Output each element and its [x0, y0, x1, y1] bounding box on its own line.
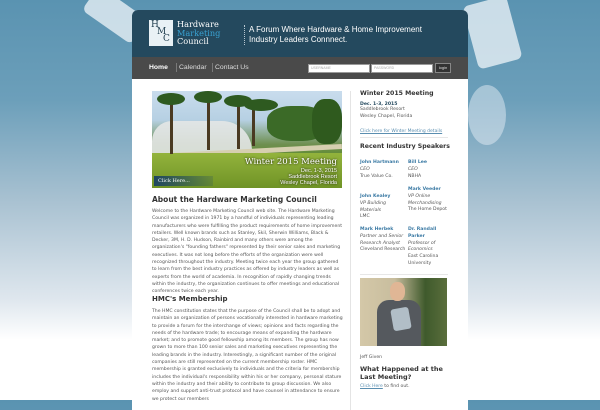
- logo-line: Council: [177, 36, 209, 46]
- logo-text[interactable]: [177, 20, 220, 46]
- speaker-name[interactable]: John Hartmann: [360, 160, 399, 165]
- logo-letter: C: [163, 34, 170, 44]
- speakers-heading: Recent Industry Speakers: [360, 143, 450, 150]
- login-button[interactable]: login: [435, 63, 451, 73]
- last-meeting-heading: What Happened at the Last Meeting?: [360, 364, 443, 381]
- logo-mark[interactable]: [149, 20, 173, 46]
- speaker-role: VP Online Merchandising: [408, 193, 442, 206]
- speaker-org: True Value Co.: [360, 173, 393, 179]
- trophy-image: [390, 307, 412, 332]
- nav-contact-us[interactable]: Contact Us: [215, 64, 249, 71]
- membership-heading: HMC's Membership: [152, 295, 228, 303]
- hero-click-here-button[interactable]: Click Here...: [154, 176, 213, 186]
- speaker-card: [360, 227, 406, 254]
- speaker-card: [408, 160, 454, 180]
- about-text: Welcome to the Hardware Marketing Council web site. The Hardware Marketing Council was organized in 1971 by a handful of individuals representing leading manufacturers who were fulfilling the product requirements of home improvement retailers. Well known brands such as Stanley, Skil, Sherwin Williams, Black & Decker, 3M, H. D. Hudson, Rainbird and many others were among the organization's "founding fathers" represented by their senior sales and marketing executives. It was not long before the efforts of the organization were well recognized throughout the industry. Meeting twice each year the group gathered to learn from the best industry practices as offered by industry leaders as well as experts from the world of academia. In recognition of rapidly changing trends within the industry, the organization continues to offer meetings and educational conferences twice each year.: [152, 209, 343, 295]
- speaker-org: Cleveland Research: [360, 247, 406, 253]
- logo-line: Marketing: [177, 27, 221, 38]
- membership-text: The HMC constitution states that the purpose of the Council shall be to adopt and maintain an organization of persons vocationally interested in hardware marketing to provide a forum for the interchange of views; opinions and facts regarding the needs of the hardware trade; to encourage means of expanding the hardware market; and to promote good fellowship among its members. The group has now grown to more than 100 senior sales and marketing executives representing the leading brands in the industry. Interestingly, a significant number of the original companies are still represented on the current membership roster. HMC membership is granted exclusively to individuals and the criteria for membership includes the individual's responsibility within his or her company, personal stature within the industry and their ability to contribute to group discussion. We also employ and support anti-trust protocol and have counsel in attendance to ensure we protect our members: [152, 309, 343, 402]
- speaker-card: [360, 160, 406, 180]
- sidebar-divider: [360, 137, 448, 138]
- nav-calendar[interactable]: Calendar: [179, 64, 207, 71]
- winter-meeting-section: [360, 90, 456, 134]
- meeting-venue: Saddlebrook Resort: [360, 107, 405, 112]
- speaker-card: [408, 187, 454, 214]
- about-heading: About the Hardware Marketing Council: [152, 195, 317, 204]
- site-tagline: [244, 25, 422, 45]
- trees-image: [312, 99, 342, 144]
- hero-banner[interactable]: [152, 91, 342, 188]
- speaker-role: Professor of Economics: [408, 240, 436, 253]
- speaker-role: VP Building Materials: [360, 200, 387, 213]
- hero-title: Winter 2015 Meeting: [244, 157, 337, 167]
- nav-divider: [176, 63, 177, 72]
- speaker-name[interactable]: Mark Veeder: [408, 187, 441, 192]
- speaker-name[interactable]: Dr. Randall Parker: [408, 227, 437, 239]
- nav-home[interactable]: Home: [149, 64, 168, 71]
- speaker-name[interactable]: Bill Lee: [408, 160, 427, 165]
- logo-line: Hardware: [177, 19, 219, 29]
- meeting-details-link[interactable]: Click here for Winter Meeting details: [360, 129, 443, 134]
- palm-tree: [170, 99, 173, 154]
- logo-letter: H: [151, 20, 159, 30]
- person-head: [390, 282, 405, 301]
- password-input[interactable]: PASSWORD: [371, 64, 433, 73]
- tagline-line: A Forum Where Hardware & Home Improvement: [249, 25, 422, 34]
- column-divider: [350, 91, 351, 410]
- speaker-name[interactable]: John Kealey: [360, 194, 391, 199]
- photo-caption-wrap: [360, 355, 456, 390]
- sidebar-divider: [360, 274, 448, 275]
- speaker-role: CEO: [360, 166, 370, 172]
- meeting-date: Dec. 1-3, 2015: [360, 102, 398, 107]
- background-tool-shape: [462, 0, 522, 70]
- speaker-role: Partner and Senior Research Analyst: [360, 233, 404, 246]
- last-meeting-suffix: to find out.: [382, 383, 410, 389]
- speaker-role: CEO: [408, 166, 418, 172]
- speaker-card: [360, 194, 406, 221]
- main-nav: [132, 57, 468, 79]
- speaker-org: LMC: [360, 214, 370, 220]
- speaker-card: [408, 227, 454, 268]
- winter-meeting-heading: Winter 2015 Meeting: [360, 90, 434, 97]
- photo-caption: Jeff Given: [360, 355, 383, 360]
- palm-frond: [194, 91, 222, 103]
- background-tool-shape: [468, 85, 506, 145]
- speaker-org: East Carolina University: [408, 254, 439, 266]
- speaker-photo[interactable]: [360, 278, 447, 346]
- meeting-location: Wesley Chapel, Florida: [360, 113, 413, 119]
- hero-venue: Saddlebrook Resort: [288, 174, 337, 180]
- speakers-heading-wrap: [360, 143, 456, 150]
- speaker-org: NBHA: [408, 173, 422, 179]
- palm-tree: [207, 95, 210, 150]
- palm-frond: [157, 93, 185, 105]
- site-header: [132, 10, 468, 57]
- username-input[interactable]: USERNAME: [308, 64, 370, 73]
- hero-location: Wesley Chapel, Florida: [280, 180, 337, 186]
- last-meeting-link[interactable]: Click Here: [360, 383, 383, 389]
- hero-date: Dec. 1-3, 2015: [300, 168, 337, 174]
- speaker-org: The Home Depot: [408, 207, 447, 213]
- content-panel: [132, 10, 468, 410]
- nav-divider: [212, 63, 213, 72]
- logo-letter: M: [157, 27, 167, 37]
- tagline-line: Industry Leaders Connnect.: [249, 35, 348, 44]
- speaker-name[interactable]: Mark Herbek: [360, 227, 394, 232]
